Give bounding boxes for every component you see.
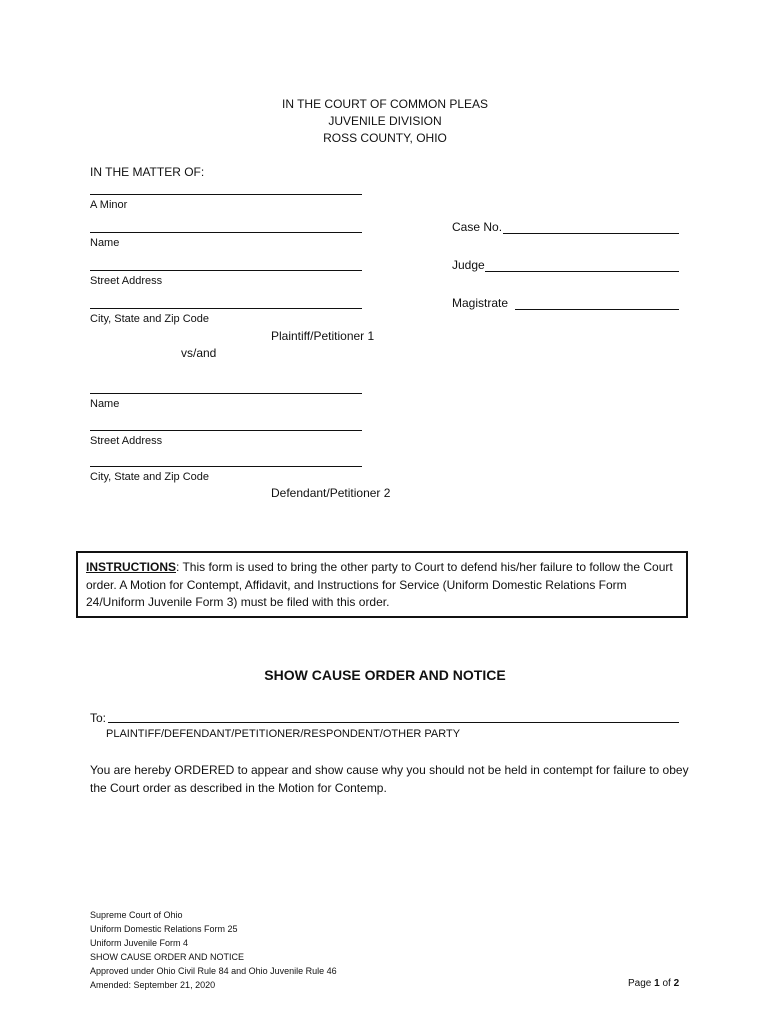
instructions-text: : This form is used to bring the other party to Court to defend his/her failure to follow the Court order. A Motion for Contempt, Affidavit, and Instructions for Service (Uniform Domestic Relations Form 24/Uniform Juvenile Form 3) must be filed with this order. (86, 560, 673, 609)
party2-name-line[interactable] (90, 393, 362, 394)
document-title: SHOW CAUSE ORDER AND NOTICE (264, 667, 506, 683)
footer-line-5: Approved under Ohio Civil Rule 84 and Ohio Juvenile Rule 46 (90, 966, 337, 976)
magistrate-label: Magistrate (452, 296, 509, 310)
case-no-label: Case No. (452, 220, 503, 234)
footer-line-4: SHOW CAUSE ORDER AND NOTICE (90, 952, 245, 962)
party2-city-label: City, State and Zip Code (90, 471, 210, 483)
party1-city-label: City, State and Zip Code (90, 313, 210, 325)
court-header-line-1: IN THE COURT OF COMMON PLEAS (281, 97, 489, 111)
footer-line-1: Supreme Court of Ohio (90, 910, 183, 920)
order-text: You are hereby ORDERED to appear and show cause why you should not be held in contempt for failure to obey the Court order as described in the Motion for Contemp. (90, 763, 689, 795)
party1-name-line[interactable] (90, 232, 362, 233)
instructions-box (76, 551, 688, 618)
judge-line[interactable] (485, 271, 679, 272)
page-current: 1 (654, 978, 660, 989)
party2-name-label: Name (90, 398, 120, 410)
page-of: of (659, 978, 674, 989)
vs-label: vs/and (181, 346, 217, 360)
footer-line-2: Uniform Domestic Relations Form 25 (90, 924, 238, 934)
page-prefix: Page (628, 978, 655, 989)
court-header-line-2: JUVENILE DIVISION (328, 114, 442, 128)
footer-line-3: Uniform Juvenile Form 4 (90, 938, 189, 948)
party1-street-line[interactable] (90, 270, 362, 271)
party2-street-label: Street Address (90, 435, 163, 447)
party1-role: Plaintiff/Petitioner 1 (271, 329, 375, 343)
to-line[interactable] (108, 722, 679, 723)
court-header-line-3: ROSS COUNTY, OHIO (323, 131, 447, 145)
party2-street-line[interactable] (90, 430, 362, 431)
page-number (628, 978, 679, 989)
instructions-label: INSTRUCTIONS (86, 560, 176, 574)
to-label: To: (90, 711, 107, 725)
minor-label: A Minor (90, 199, 128, 211)
case-no-line[interactable] (503, 233, 679, 234)
footer-line-6: Amended: September 21, 2020 (90, 980, 216, 990)
party1-city-line[interactable] (90, 308, 362, 309)
party1-street-label: Street Address (90, 275, 163, 287)
matter-label: IN THE MATTER OF: (90, 165, 205, 179)
to-sub-label: PLAINTIFF/DEFENDANT/PETITIONER/RESPONDENT/OTHER PARTY (106, 728, 461, 740)
footer-info (90, 908, 337, 992)
magistrate-line[interactable] (515, 309, 679, 310)
party2-role: Defendant/Petitioner 2 (271, 486, 391, 500)
judge-label: Judge (452, 258, 485, 272)
party2-city-line[interactable] (90, 466, 362, 467)
page-total: 2 (673, 978, 680, 989)
party1-name-label: Name (90, 237, 120, 249)
court-header (235, 96, 535, 147)
minor-line[interactable] (90, 194, 362, 195)
